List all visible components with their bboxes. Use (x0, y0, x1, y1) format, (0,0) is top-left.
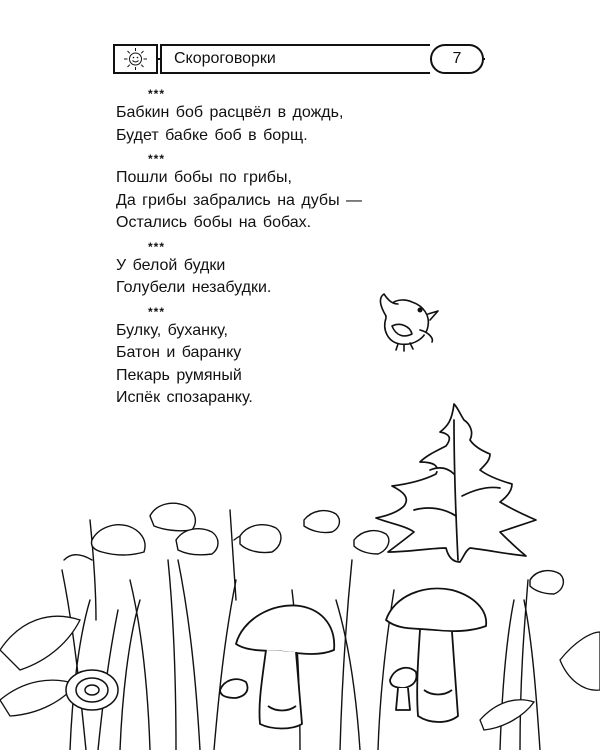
fir-tree-icon (376, 404, 536, 562)
stanza-separator: *** (148, 87, 166, 101)
poem-line: У белой будки (116, 256, 226, 274)
stanza-separator: *** (148, 239, 166, 254)
poem-line: Будет бабке боб в борщ. (116, 126, 308, 144)
poem-line: Пекарь румяный (116, 366, 242, 384)
stump-icon (66, 670, 118, 710)
poem-line: Пошли бобы по грибы, (116, 169, 292, 186)
poem-line: Остались бобы на бобах. (116, 214, 312, 231)
mushrooms-icon (220, 588, 486, 728)
poem-line: Батон и баранку (116, 344, 242, 361)
poem-line: Булку, буханку, (116, 321, 228, 339)
poem-line: Бабкин боб расцвёл в дождь, (116, 104, 344, 121)
page-number: 7 (430, 44, 484, 74)
page-title: Скороговорки (160, 44, 430, 74)
stanza-separator: *** (148, 304, 166, 319)
bird-icon (380, 294, 438, 351)
poem-line: Испёк спозаранку. (116, 389, 253, 406)
stanza-separator: *** (148, 152, 166, 166)
poem-line: Голубели незабудки. (116, 279, 272, 296)
poem-line: Да грибы забрались на дубы — (116, 191, 363, 209)
